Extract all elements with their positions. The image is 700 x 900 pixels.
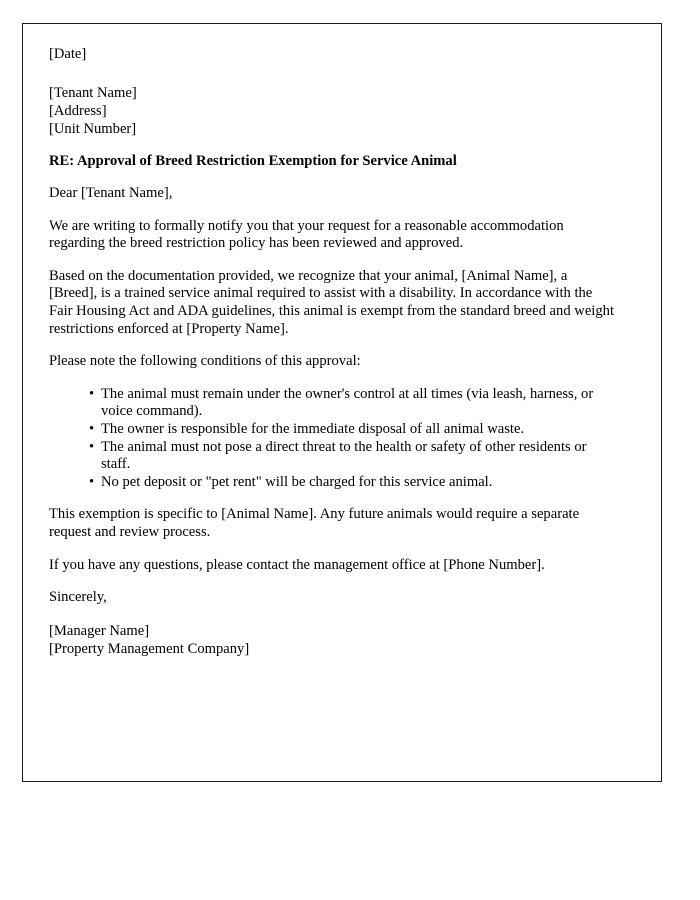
recipient-unit-number: [Unit Number] [49,121,137,137]
condition-text: No pet deposit or "pet rent" will be charged for this service animal. [101,473,493,490]
list-item [89,421,617,439]
signature-company-name: [Property Management Company] [49,640,250,657]
paragraph-documentation-basis: Based on the documentation provided, we recognize that your animal, [Animal Name], a [Breed], is a trained service animal required to assist with a disability. In accordance with the Fair Housing Act and ADA guidelines, this animal is exempt from the standard breed and weight restrictions enforced at [Property Name]. [49,267,614,337]
date-block [49,45,617,63]
recipient-name: [Tenant Name] [49,85,137,101]
paragraph-contact-info: If you have any questions, please contact the management office at [Phone Number]. [49,556,545,573]
paragraph-approval-notice: We are writing to formally notify you that your request for a reasonable accommodation regarding the breed restriction policy has been reviewed and approved. [49,217,564,252]
bullet-icon: • [89,473,95,490]
conditions-list [49,386,617,492]
signoff: Sincerely, [49,589,107,606]
paragraph-conditions-intro: Please note the following conditions of this approval: [49,353,361,370]
bullet-icon: • [89,420,95,437]
condition-text: The animal must not pose a direct threat to the health or safety of other residents or staff. [101,438,587,473]
document-page-border [22,23,662,782]
recipient-address: [Address] [49,103,107,119]
list-item [89,439,617,474]
date-placeholder: [Date] [49,46,87,62]
condition-text: The owner is responsible for the immediate disposal of all animal waste. [101,420,525,437]
condition-text: The animal must remain under the owner's control at all times (via leash, harness, or voice command). [101,385,594,420]
list-item [89,386,617,421]
signature-manager-name: [Manager Name] [49,622,150,639]
recipient-address-block [49,84,617,138]
list-item [89,474,617,492]
signature-block [49,622,617,658]
salutation: Dear [Tenant Name], [49,185,173,201]
bullet-icon: • [89,438,95,455]
letter-body [49,45,617,658]
paragraph-exemption-scope: This exemption is specific to [Animal Name]. Any future animals would require a separate request and review process. [49,506,580,540]
subject-line: RE: Approval of Breed Restriction Exemption for Service Animal [49,153,457,169]
bullet-icon: • [89,385,95,402]
